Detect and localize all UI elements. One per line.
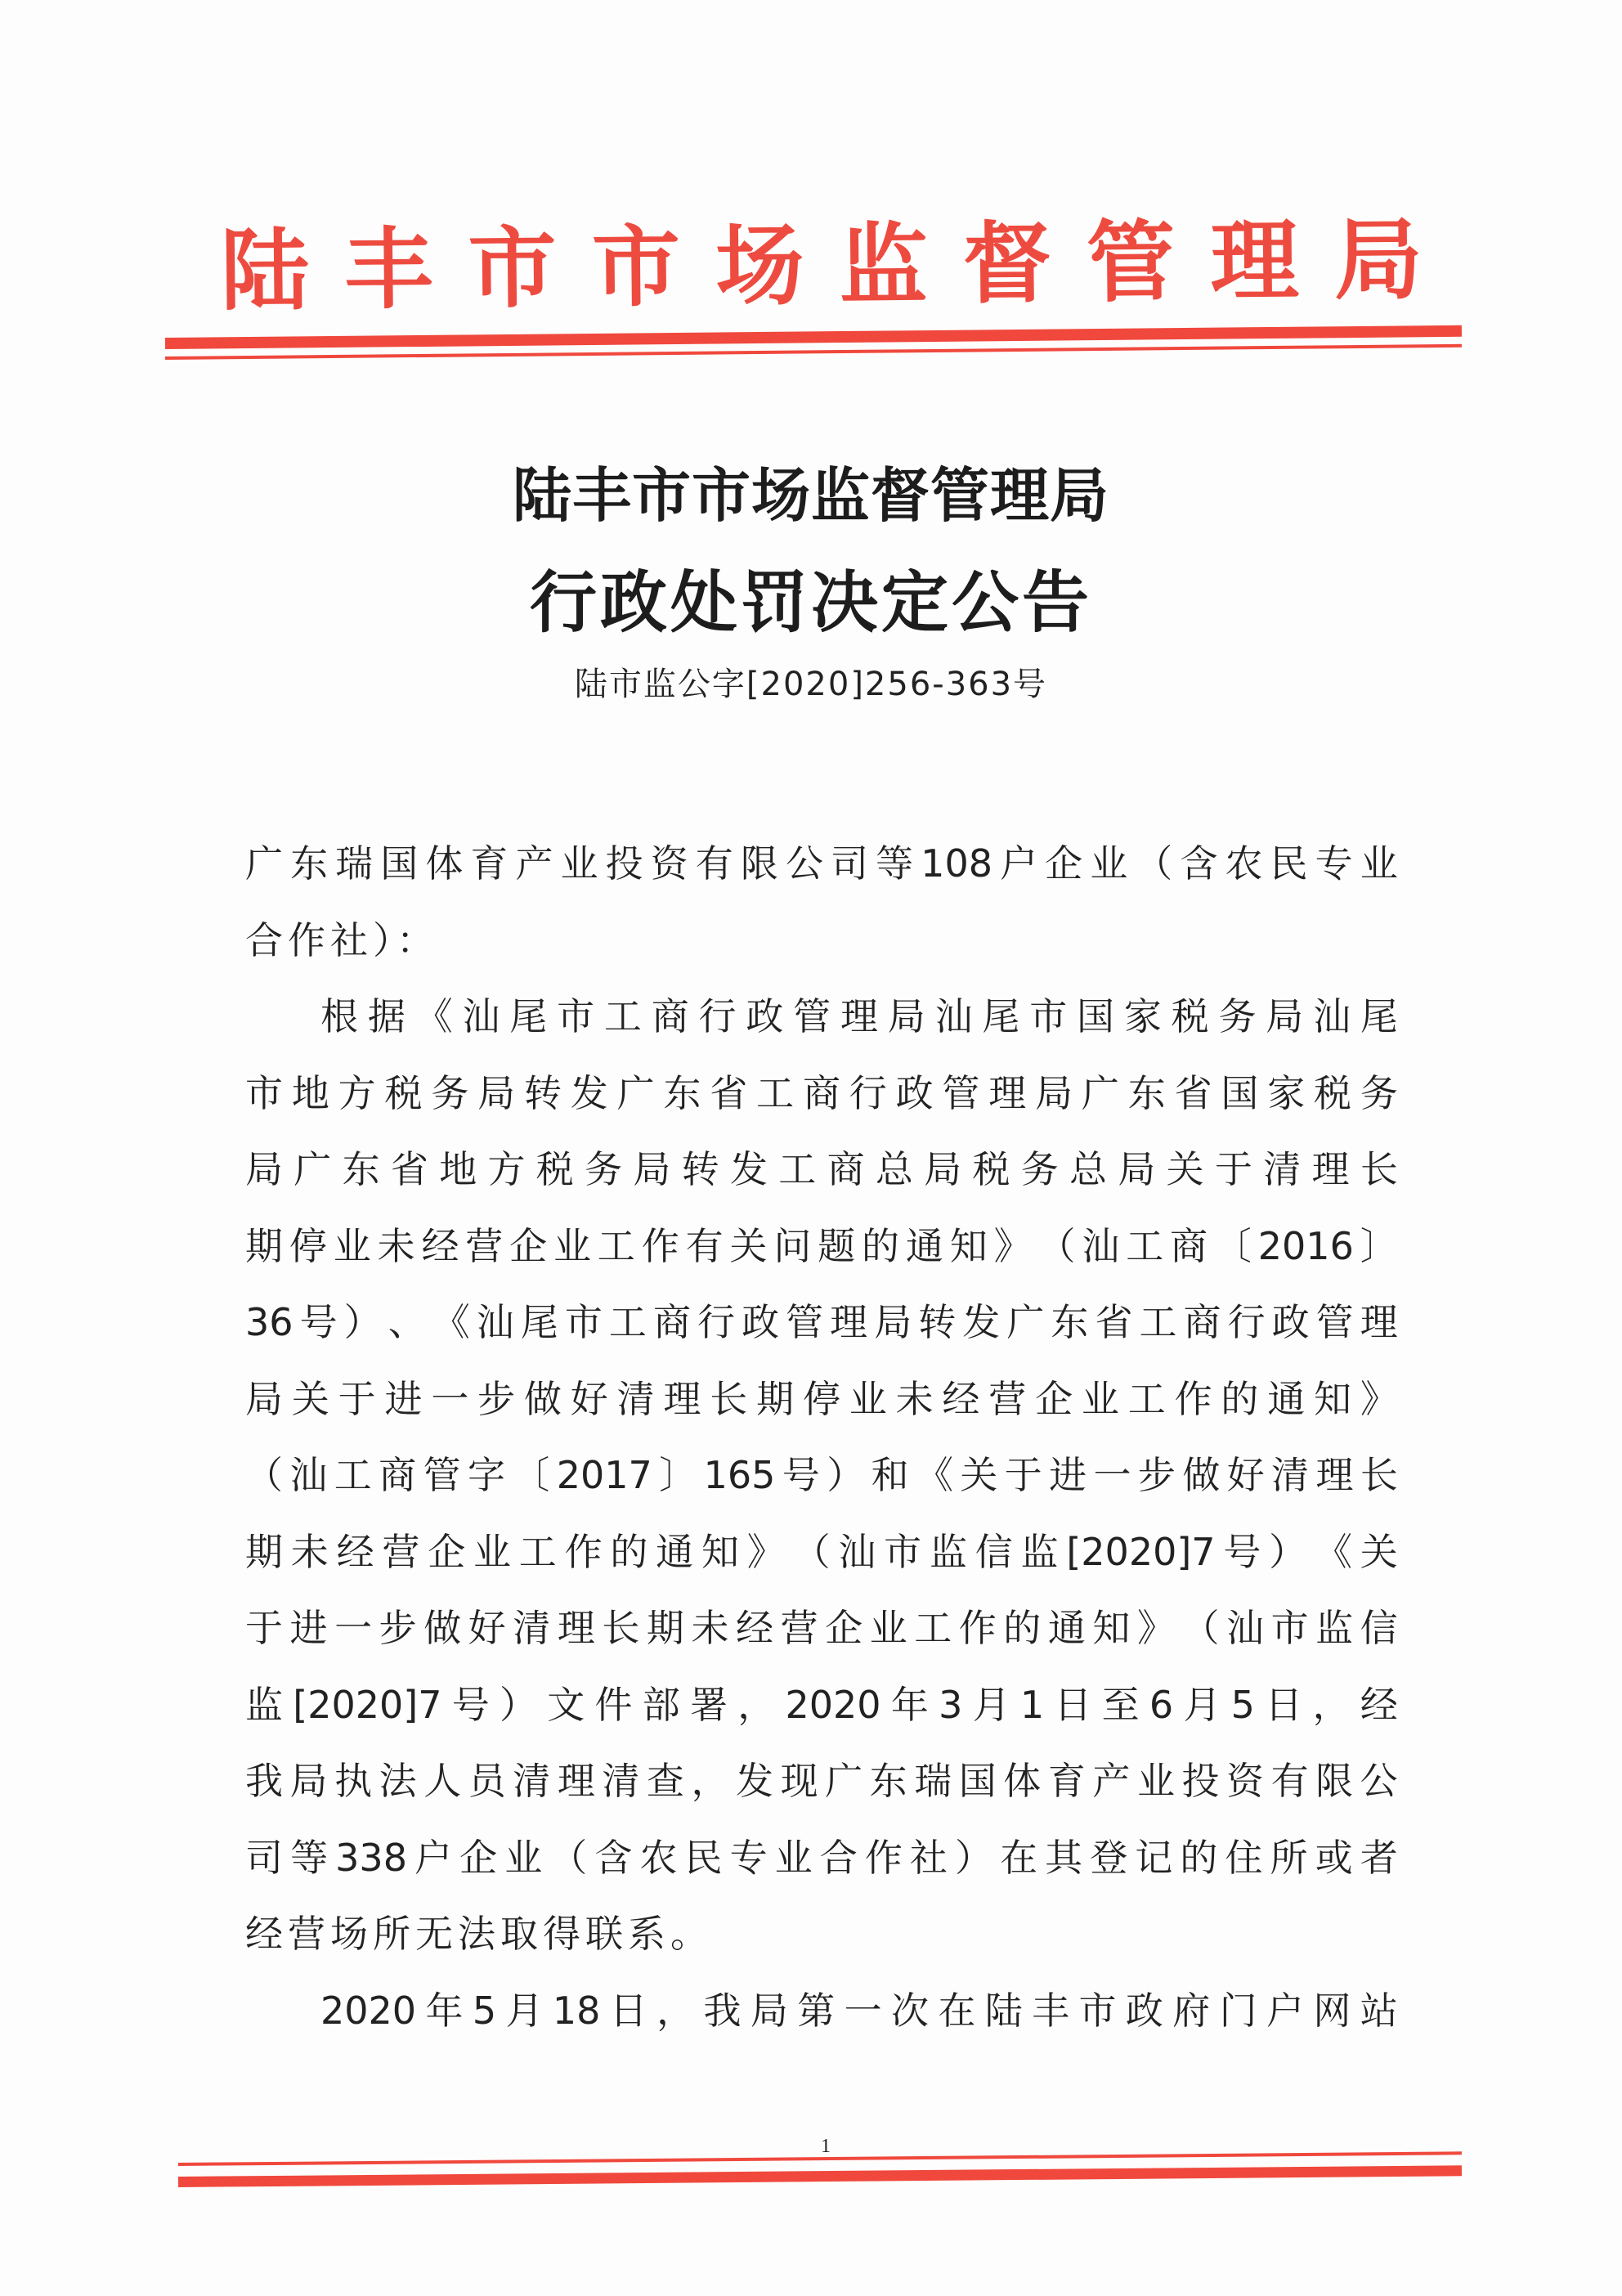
body-line: 市 地 方 税 务 局 转 发 广 东 省 工 商 行 政 管 理 局 广 东 省 国 家 税 务 (245, 1070, 1398, 1115)
masthead-char: 管 (1086, 210, 1176, 315)
masthead-char: 理 (1209, 209, 1300, 314)
masthead-char: 市 (468, 217, 558, 321)
footer-rule-thick (178, 2165, 1462, 2187)
body-line: 2020 年 5 月 18 日 ， 我 局 第 一 次 在 陆 丰 市 政 府 门 户 网 站 (320, 1988, 1398, 2033)
body-line: 局 关 于 进 一 步 做 好 清 理 长 期 停 业 未 经 营 企 业 工 作 的 通 知 》 (245, 1376, 1398, 1421)
body-line: 合作社）： (245, 917, 439, 962)
body-line: 于 进 一 步 做 好 清 理 长 期 未 经 营 企 业 工 作 的 通 知 》 （ 汕 市 监 信 (245, 1606, 1398, 1650)
body-line: 经营场所无法取得联系。 (245, 1912, 713, 1956)
body-line: 36 号 ） 、 《 汕 尾 市 工 商 行 政 管 理 局 转 发 广 东 省 工 商 行 政 管 理 (245, 1300, 1398, 1344)
masthead-char: 督 (962, 212, 1052, 316)
page-number: 1 (821, 2136, 831, 2157)
footer-rule-thin (178, 2151, 1462, 2166)
body-line: 期 未 经 营 企 业 工 作 的 通 知 》 （ 汕 市 监 信 监 [2020]7 号 ） 《 关 (245, 1529, 1398, 1574)
masthead-char: 市 (591, 215, 681, 320)
body-line: 监 [2020]7 号 ） 文 件 部 署 ， 2020 年 3 月 1 日 至 6 月 5 日 ， 经 (245, 1682, 1398, 1727)
masthead-char: 场 (715, 214, 804, 319)
agency-masthead (220, 203, 1423, 329)
document-title: 行政处罚决定公告 (529, 563, 1092, 642)
body-line: 局 广 东 省 地 方 税 务 局 转 发 工 商 总 局 税 务 总 局 关 于 清 理 长 (245, 1147, 1398, 1191)
body-line: 我 局 执 法 人 员 清 理 清 查 ， 发 现 广 东 瑞 国 体 育 产 业 投 资 有 限 公 (245, 1759, 1398, 1803)
document-body (245, 826, 1398, 2049)
body-line: 期 停 业 未 经 营 企 业 工 作 有 关 问 题 的 通 知 》 （ 汕 工 商 〔 2016 〕 (245, 1223, 1398, 1268)
masthead-char: 监 (839, 213, 929, 317)
body-line: 广 东 瑞 国 体 育 产 业 投 资 有 限 公 司 等 108 户 企 业 （ 含 农 民 专 业 (245, 841, 1398, 886)
document-number: 陆市监公字[2020]256-363号 (574, 666, 1048, 703)
body-line: （ 汕 工 商 管 字 〔 2017 〕 165 号 ） 和 《 关 于 进 一 步 做 好 清 理 长 (245, 1453, 1398, 1497)
body-line: 司 等 338 户 企 业 （ 含 农 民 专 业 合 作 社 ） 在 其 登 记 的 住 所 或 者 (245, 1835, 1398, 1880)
masthead-char: 丰 (343, 217, 433, 322)
masthead-char: 局 (1333, 208, 1423, 312)
masthead-char: 陆 (220, 218, 310, 323)
body-line: 根 据 《 汕 尾 市 工 商 行 政 管 理 局 汕 尾 市 国 家 税 务 局 汕 尾 (320, 994, 1398, 1038)
issuing-agency-title: 陆丰市市场监督管理局 (512, 460, 1109, 530)
